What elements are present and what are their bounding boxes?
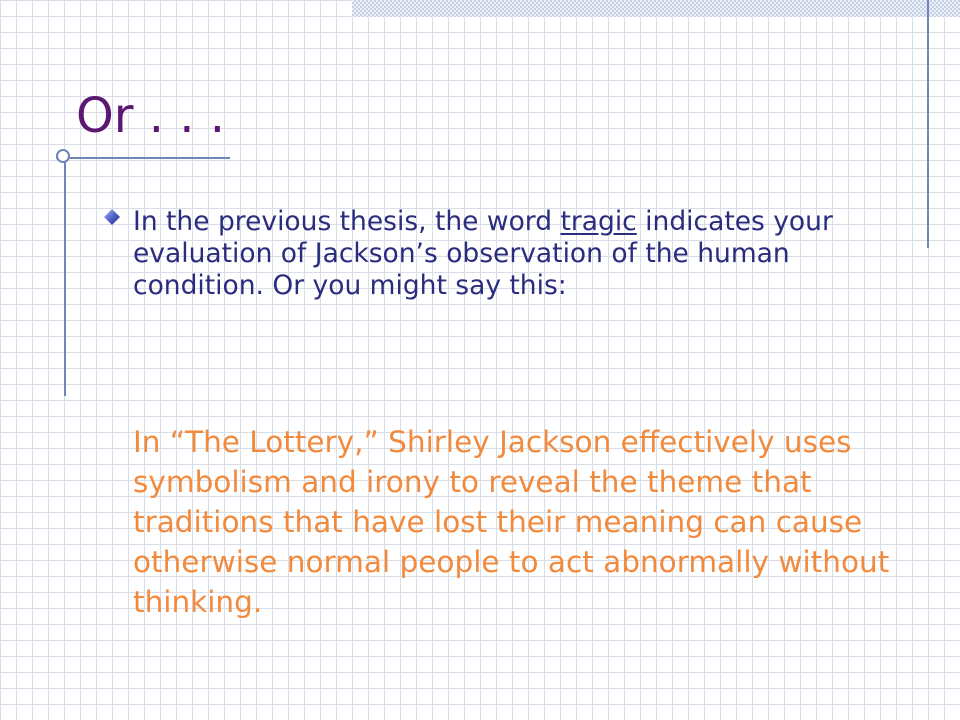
decorative-vertical-rule-right (927, 0, 929, 248)
title-underline-rule (56, 157, 230, 159)
decorative-vertical-rule-left (64, 150, 66, 396)
paragraph-text-start: In the previous thesis, the word (133, 206, 561, 237)
decorative-pattern-band (352, 0, 960, 17)
bullet-paragraph (133, 206, 913, 302)
slide-title: Or . . . (76, 88, 226, 144)
emphasized-word: tragic (560, 206, 637, 237)
paragraph-text-end: indicates your evaluation of Jackson’s observation of the human condition. Or you might say this: (133, 206, 833, 301)
decorative-ring (56, 149, 70, 163)
thesis-statement: In “The Lottery,” Shirley Jackson effectively uses symbolism and irony to reveal the theme that traditions that have lost their meaning can cause otherwise normal people to act abnormally without thinking. (133, 425, 890, 619)
diamond-bullet-icon (104, 209, 120, 225)
